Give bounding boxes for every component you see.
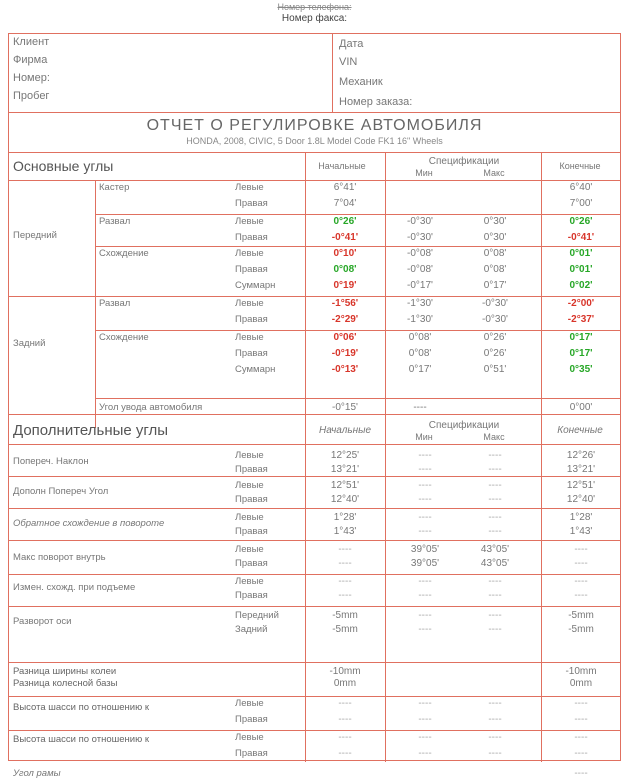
empty-cell: ---- bbox=[418, 748, 432, 759]
empty-cell: ---- bbox=[488, 576, 502, 587]
empty-cell: ---- bbox=[488, 526, 502, 537]
side-left: Левые bbox=[235, 512, 264, 523]
basic-cell: -0°30' bbox=[407, 232, 433, 243]
track-label: Разница ширины колеи bbox=[13, 666, 117, 677]
side-left: Левые bbox=[235, 298, 264, 309]
included-label: Дополн Попереч Угол bbox=[13, 486, 109, 497]
col-max-2: Макс bbox=[483, 432, 505, 442]
basic-cell: -0°17' bbox=[407, 280, 433, 291]
col-initial: Начальные bbox=[318, 161, 366, 171]
ride-height-2-label: Высота шасси по отношению к bbox=[13, 734, 150, 745]
additional-cell: 13°21' bbox=[330, 464, 360, 475]
additional-cell: 12°51' bbox=[566, 480, 596, 491]
empty-cell: ---- bbox=[574, 590, 588, 601]
additional-cell: 0mm bbox=[569, 678, 593, 689]
basic-cell: -1°30' bbox=[407, 314, 433, 325]
basic-cell: 0°08' bbox=[408, 348, 432, 359]
additional-cell: 1°28' bbox=[569, 512, 593, 523]
side-left: Левые bbox=[235, 732, 264, 743]
empty-cell: ---- bbox=[574, 748, 588, 759]
empty-cell: ---- bbox=[488, 624, 502, 635]
thrust-label: Угол увода автомобиля bbox=[99, 402, 203, 413]
side-right: Правая bbox=[235, 558, 268, 569]
order-label: Номер заказа: bbox=[339, 96, 413, 108]
max-turn-label: Макс поворот внутрь bbox=[13, 552, 106, 563]
empty-cell: ---- bbox=[418, 576, 432, 587]
basic-cell: -0°41' bbox=[567, 232, 595, 243]
additional-cell: 1°28' bbox=[333, 512, 357, 523]
basic-cell: 0°17' bbox=[483, 280, 507, 291]
empty-cell: ---- bbox=[418, 480, 432, 491]
side-right: Правая bbox=[235, 232, 268, 243]
basic-cell: 0°35' bbox=[569, 364, 593, 375]
empty-cell: ---- bbox=[488, 512, 502, 523]
mechanic-label: Механик bbox=[339, 76, 383, 88]
additional-cell: 12°26' bbox=[566, 450, 596, 461]
additional-cell: -5mm bbox=[332, 610, 358, 621]
empty-cell: ---- bbox=[488, 610, 502, 621]
basic-cell: 0°17' bbox=[569, 332, 593, 343]
frame-angle-label: Угол рамы bbox=[13, 768, 61, 779]
fax-label: Номер факса: bbox=[281, 13, 348, 24]
side-left: Левые bbox=[235, 332, 264, 343]
toe-out-label: Обратное схождение в повороте bbox=[13, 518, 165, 529]
empty-cell: ---- bbox=[418, 610, 432, 621]
camber-front-label: Развал bbox=[99, 216, 131, 227]
basic-cell: ---- bbox=[413, 402, 427, 413]
setback-label: Разворот оси bbox=[13, 616, 72, 627]
additional-cell: -5mm bbox=[568, 624, 594, 635]
additional-cell: -5mm bbox=[568, 610, 594, 621]
side-left: Левые bbox=[235, 698, 264, 709]
col-specs: Спецификации bbox=[428, 156, 500, 167]
basic-cell: 0°01' bbox=[569, 248, 593, 259]
empty-cell: ---- bbox=[338, 714, 352, 725]
basic-cell: 0°26' bbox=[483, 348, 507, 359]
side-left: Левые bbox=[235, 576, 264, 587]
basic-cell: -2°29' bbox=[331, 314, 359, 325]
basic-cell: 0°00' bbox=[569, 402, 593, 413]
phone-label: Номер телефона: bbox=[277, 2, 352, 12]
basic-cell: 0°08' bbox=[408, 332, 432, 343]
additional-cell: 12°25' bbox=[330, 450, 360, 461]
additional-cell: 13°21' bbox=[566, 464, 596, 475]
basic-cell: 0°30' bbox=[483, 216, 507, 227]
side-rear: Задний bbox=[235, 624, 268, 635]
side-right: Правая bbox=[235, 526, 268, 537]
empty-cell: ---- bbox=[488, 590, 502, 601]
additional-cell: 12°40' bbox=[330, 494, 360, 505]
basic-cell: 0°08' bbox=[333, 264, 357, 275]
additional-cell: -10mm bbox=[329, 666, 361, 677]
side-right: Правая bbox=[235, 748, 268, 759]
empty-cell: ---- bbox=[338, 576, 352, 587]
side-right: Правая bbox=[235, 348, 268, 359]
mileage-label: Пробег bbox=[13, 90, 50, 102]
empty-cell: ---- bbox=[418, 494, 432, 505]
basic-cell: 6°41' bbox=[333, 182, 357, 193]
basic-cell: 0°10' bbox=[333, 248, 357, 259]
empty-cell: ---- bbox=[338, 558, 352, 569]
side-right: Правая bbox=[235, 714, 268, 725]
side-left: Левые bbox=[235, 450, 264, 461]
side-right: Правая bbox=[235, 494, 268, 505]
additional-cell: -5mm bbox=[332, 624, 358, 635]
additional-cell: 12°51' bbox=[330, 480, 360, 491]
side-left: Левые bbox=[235, 182, 264, 193]
basic-cell: 0°02' bbox=[569, 280, 593, 291]
side-left: Левые bbox=[235, 544, 264, 555]
basic-cell: -0°19' bbox=[331, 348, 359, 359]
basic-cell: -2°37' bbox=[567, 314, 595, 325]
empty-cell: ---- bbox=[338, 732, 352, 743]
toe-front-label: Схождение bbox=[99, 248, 149, 259]
basic-cell: -2°00' bbox=[567, 298, 595, 309]
date-label: Дата bbox=[339, 38, 364, 50]
empty-cell: ---- bbox=[488, 698, 502, 709]
basic-cell: -0°15' bbox=[332, 402, 358, 413]
side-right: Правая bbox=[235, 198, 268, 209]
report-title-block bbox=[9, 112, 620, 153]
empty-cell: ---- bbox=[338, 698, 352, 709]
side-left: Левые bbox=[235, 480, 264, 491]
empty-cell: ---- bbox=[488, 480, 502, 491]
basic-cell: 0°17' bbox=[408, 364, 432, 375]
additional-cell: -10mm bbox=[565, 666, 597, 677]
empty-cell: ---- bbox=[488, 464, 502, 475]
empty-cell: ---- bbox=[418, 512, 432, 523]
additional-cell: 43°05' bbox=[480, 544, 510, 555]
basic-cell: 7°00' bbox=[569, 198, 593, 209]
fax-header bbox=[0, 2, 629, 24]
basic-cell: 0°26' bbox=[483, 332, 507, 343]
empty-cell: ---- bbox=[418, 698, 432, 709]
basic-cell: -1°30' bbox=[407, 298, 433, 309]
additional-angles-heading: Дополнительные углы bbox=[13, 422, 169, 439]
empty-cell: ---- bbox=[338, 748, 352, 759]
col-max: Макс bbox=[483, 168, 505, 178]
empty-cell: ---- bbox=[418, 624, 432, 635]
empty-cell: ---- bbox=[418, 590, 432, 601]
side-right: Правая bbox=[235, 590, 268, 601]
basic-cell: 0°17' bbox=[569, 348, 593, 359]
report-sheet bbox=[8, 33, 621, 779]
basic-cell: 0°30' bbox=[483, 232, 507, 243]
basic-cell: 0°01' bbox=[569, 264, 593, 275]
basic-cell: 0°19' bbox=[333, 280, 357, 291]
basic-cell: 7°04' bbox=[333, 198, 357, 209]
side-front: Передний bbox=[235, 610, 279, 621]
vin-label: VIN bbox=[339, 56, 358, 68]
col-initial-2: Начальные bbox=[318, 425, 372, 436]
empty-cell: ---- bbox=[574, 768, 588, 779]
basic-cell: -0°08' bbox=[407, 264, 433, 275]
col-specs-2: Спецификации bbox=[428, 420, 500, 431]
basic-cell: -0°30' bbox=[482, 314, 508, 325]
basic-cell: 0°08' bbox=[483, 264, 507, 275]
side-right: Правая bbox=[235, 464, 268, 475]
empty-cell: ---- bbox=[574, 558, 588, 569]
additional-cell: 12°40' bbox=[566, 494, 596, 505]
empty-cell: ---- bbox=[574, 544, 588, 555]
basic-cell: -0°08' bbox=[407, 248, 433, 259]
empty-cell: ---- bbox=[338, 590, 352, 601]
basic-cell: -0°41' bbox=[331, 232, 359, 243]
empty-cell: ---- bbox=[418, 732, 432, 743]
side-left: Левые bbox=[235, 248, 264, 259]
camber-rear-label: Развал bbox=[99, 298, 131, 309]
empty-cell: ---- bbox=[418, 450, 432, 461]
customer-header bbox=[9, 34, 620, 113]
side-right: Правая bbox=[235, 264, 268, 275]
side-total: Суммарн bbox=[235, 364, 276, 375]
basic-cell: 0°08' bbox=[483, 248, 507, 259]
caster-label: Кастер bbox=[99, 182, 130, 193]
wheelbase-label: Разница колесной базы bbox=[13, 678, 118, 689]
side-total: Суммарн bbox=[235, 280, 276, 291]
toe-rear-label: Схождение bbox=[99, 332, 149, 343]
report-title: ОТЧЕТ О РЕГУЛИРОВКЕ АВТОМОБИЛЯ bbox=[146, 117, 483, 134]
basic-cell: -0°30' bbox=[407, 216, 433, 227]
additional-cell: 1°43' bbox=[569, 526, 593, 537]
rear-axle-label: Задний bbox=[13, 338, 46, 349]
side-right: Правая bbox=[235, 314, 268, 325]
empty-cell: ---- bbox=[574, 576, 588, 587]
front-axle-label: Передний bbox=[13, 230, 57, 241]
basic-cell: -1°56' bbox=[331, 298, 359, 309]
ride-height-1-label: Высота шасси по отношению к bbox=[13, 702, 150, 713]
empty-cell: ---- bbox=[418, 464, 432, 475]
empty-cell: ---- bbox=[338, 544, 352, 555]
empty-cell: ---- bbox=[574, 732, 588, 743]
col-final: Конечные bbox=[559, 161, 601, 171]
firm-label: Фирма bbox=[13, 54, 48, 66]
empty-cell: ---- bbox=[488, 732, 502, 743]
col-final-2: Конечные bbox=[557, 425, 603, 436]
empty-cell: ---- bbox=[488, 450, 502, 461]
vehicle-subtitle: HONDA, 2008, CIVIC, 5 Door 1.8L Model Code FK1 16" Wheels bbox=[186, 136, 443, 146]
additional-cell: 39°05' bbox=[410, 558, 440, 569]
empty-cell: ---- bbox=[418, 526, 432, 537]
client-label: Клиент bbox=[13, 36, 50, 48]
empty-cell: ---- bbox=[574, 714, 588, 725]
basic-cell: 0°51' bbox=[483, 364, 507, 375]
basic-cell: -0°13' bbox=[331, 364, 359, 375]
basic-cell: -0°30' bbox=[482, 298, 508, 309]
basic-cell: 0°06' bbox=[333, 332, 357, 343]
basic-cell: 0°26' bbox=[569, 216, 593, 227]
additional-cell: 0mm bbox=[333, 678, 357, 689]
sai-label: Попереч. Наклон bbox=[13, 456, 89, 467]
additional-cell: 43°05' bbox=[480, 558, 510, 569]
additional-cell: 1°43' bbox=[333, 526, 357, 537]
col-min: Мин bbox=[415, 168, 433, 178]
empty-cell: ---- bbox=[488, 714, 502, 725]
bump-label: Измен. схожд. при подъеме bbox=[13, 582, 136, 593]
additional-cell: 39°05' bbox=[410, 544, 440, 555]
empty-cell: ---- bbox=[488, 748, 502, 759]
basic-cell: 6°40' bbox=[569, 182, 593, 193]
number-label: Номер: bbox=[13, 72, 50, 84]
col-min-2: Мин bbox=[415, 432, 433, 442]
empty-cell: ---- bbox=[488, 494, 502, 505]
side-left: Левые bbox=[235, 216, 264, 227]
basic-angles-heading: Основные углы bbox=[13, 158, 114, 174]
empty-cell: ---- bbox=[574, 698, 588, 709]
basic-cell: 0°26' bbox=[333, 216, 357, 227]
empty-cell: ---- bbox=[418, 714, 432, 725]
